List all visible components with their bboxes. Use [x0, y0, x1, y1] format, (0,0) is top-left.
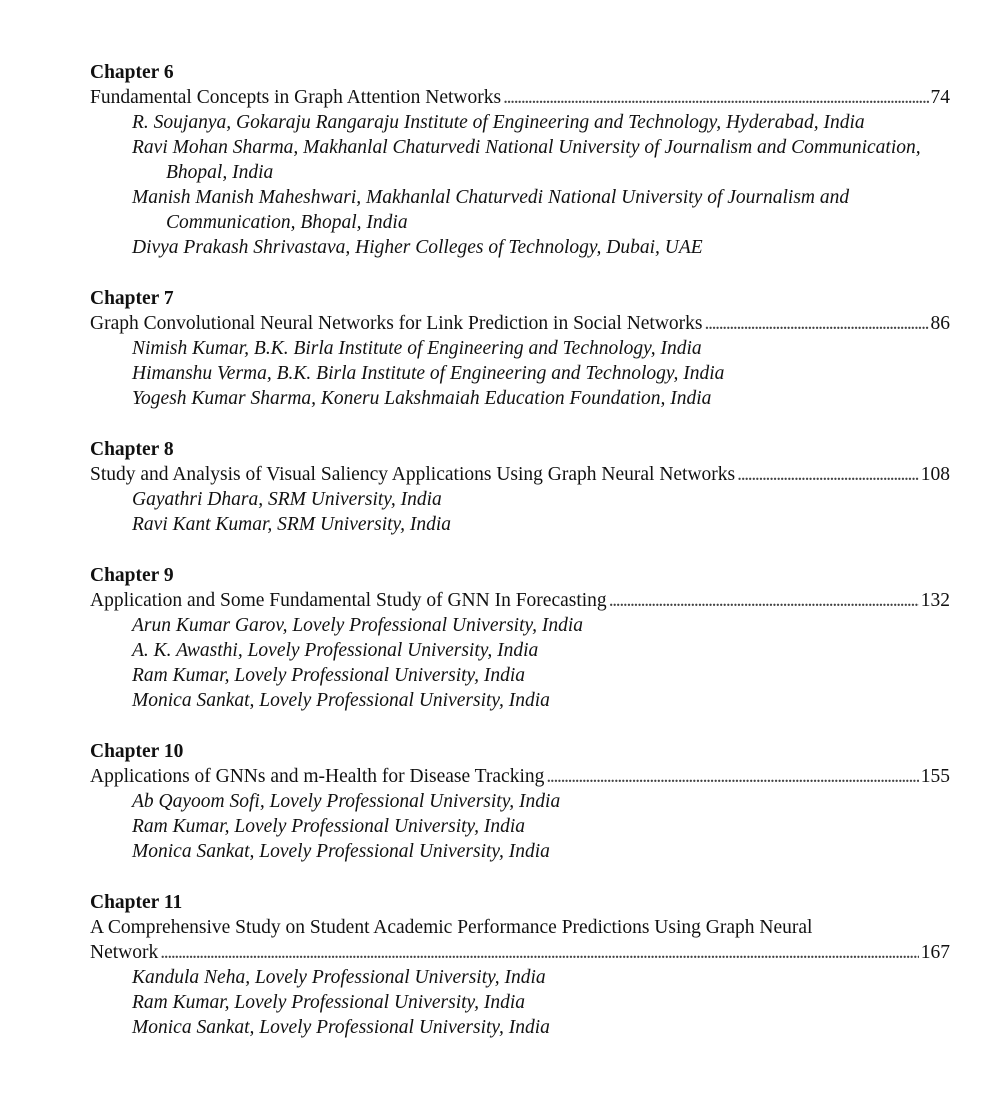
- author-affiliation: Kandula Neha, Lovely Professional University, India: [132, 967, 546, 988]
- author-affiliation: Ram Kumar, Lovely Professional University, India: [132, 665, 526, 686]
- chapter-entry: [90, 437, 950, 537]
- author-affiliation: Ram Kumar, Lovely Professional University, India: [132, 992, 526, 1013]
- page-number: 132: [920, 590, 950, 611]
- page-number: 74: [930, 87, 950, 108]
- chapter-heading: Chapter 10: [90, 741, 184, 762]
- author-affiliation: Nimish Kumar, B.K. Birla Institute of Engineering and Technology, India: [132, 338, 702, 359]
- chapter-title-line[interactable]: [90, 588, 950, 613]
- author-affiliation: Ravi Mohan Sharma, Makhanlal Chaturvedi National University of Journalism and Communication, Bhopal, India: [132, 137, 921, 183]
- chapter-entry: [90, 60, 950, 260]
- chapter-entry: [90, 890, 950, 1040]
- chapter-title[interactable]: Network: [90, 942, 159, 963]
- author-affiliation: Himanshu Verma, B.K. Birla Institute of Engineering and Technology, India: [132, 363, 725, 384]
- chapter-title[interactable]: Study and Analysis of Visual Saliency Applications Using Graph Neural Networks: [90, 464, 736, 485]
- chapter-entry: [90, 739, 950, 864]
- page-number: 108: [920, 464, 950, 485]
- chapter-title[interactable]: Graph Convolutional Neural Networks for Link Prediction in Social Networks: [90, 313, 703, 334]
- chapter-heading: Chapter 9: [90, 565, 174, 586]
- author-affiliation: Gayathri Dhara, SRM University, India: [132, 489, 442, 510]
- author-affiliation: A. K. Awasthi, Lovely Professional University, India: [132, 640, 539, 661]
- dot-leader: [546, 764, 918, 789]
- author-affiliation: Ravi Kant Kumar, SRM University, India: [132, 514, 452, 535]
- chapter-heading: Chapter 8: [90, 439, 174, 460]
- chapter-title[interactable]: Application and Some Fundamental Study of GNN In Forecasting: [90, 590, 607, 611]
- chapter-title-line[interactable]: [90, 764, 950, 789]
- author-affiliation: Manish Manish Maheshwari, Makhanlal Chaturvedi National University of Journalism and Communication, Bhopal, India: [132, 187, 850, 233]
- author-affiliation: Yogesh Kumar Sharma, Koneru Lakshmaiah Education Foundation, India: [132, 388, 712, 409]
- author-affiliation: Divya Prakash Shrivastava, Higher Colleges of Technology, Dubai, UAE: [132, 237, 703, 258]
- chapter-heading: Chapter 6: [90, 62, 174, 83]
- table-of-contents: [90, 60, 950, 1066]
- chapter-heading: Chapter 11: [90, 892, 183, 913]
- dot-leader: [609, 588, 919, 613]
- chapter-title[interactable]: Applications of GNNs and m-Health for Disease Tracking: [90, 766, 545, 787]
- author-affiliation: R. Soujanya, Gokaraju Rangaraju Institute of Engineering and Technology, Hyderabad, India: [132, 112, 865, 133]
- author-affiliation: Arun Kumar Garov, Lovely Professional University, India: [132, 615, 583, 636]
- dot-leader: [503, 85, 928, 110]
- author-affiliation: Monica Sankat, Lovely Professional University, India: [132, 841, 550, 862]
- chapter-title[interactable]: Fundamental Concepts in Graph Attention Networks: [90, 87, 502, 108]
- dot-leader: [705, 311, 929, 336]
- author-affiliation: Monica Sankat, Lovely Professional University, India: [132, 690, 550, 711]
- chapter-title-line[interactable]: [90, 85, 950, 110]
- dot-leader: [737, 462, 919, 487]
- chapter-entry: [90, 563, 950, 713]
- page-number: 167: [920, 942, 950, 963]
- author-affiliation: Monica Sankat, Lovely Professional University, India: [132, 1017, 550, 1038]
- page-number: 86: [930, 313, 950, 334]
- chapter-title-first-line[interactable]: A Comprehensive Study on Student Academic Performance Predictions Using Graph Neural: [90, 917, 813, 938]
- chapter-title-line[interactable]: [90, 940, 950, 965]
- author-affiliation: Ram Kumar, Lovely Professional University, India: [132, 816, 526, 837]
- author-affiliation: Ab Qayoom Sofi, Lovely Professional University, India: [132, 791, 561, 812]
- chapter-entry: [90, 286, 950, 411]
- page-number: 155: [920, 766, 950, 787]
- chapter-heading: Chapter 7: [90, 288, 174, 309]
- chapter-title-line[interactable]: [90, 311, 950, 336]
- chapter-title-line[interactable]: [90, 462, 950, 487]
- dot-leader: [160, 940, 919, 965]
